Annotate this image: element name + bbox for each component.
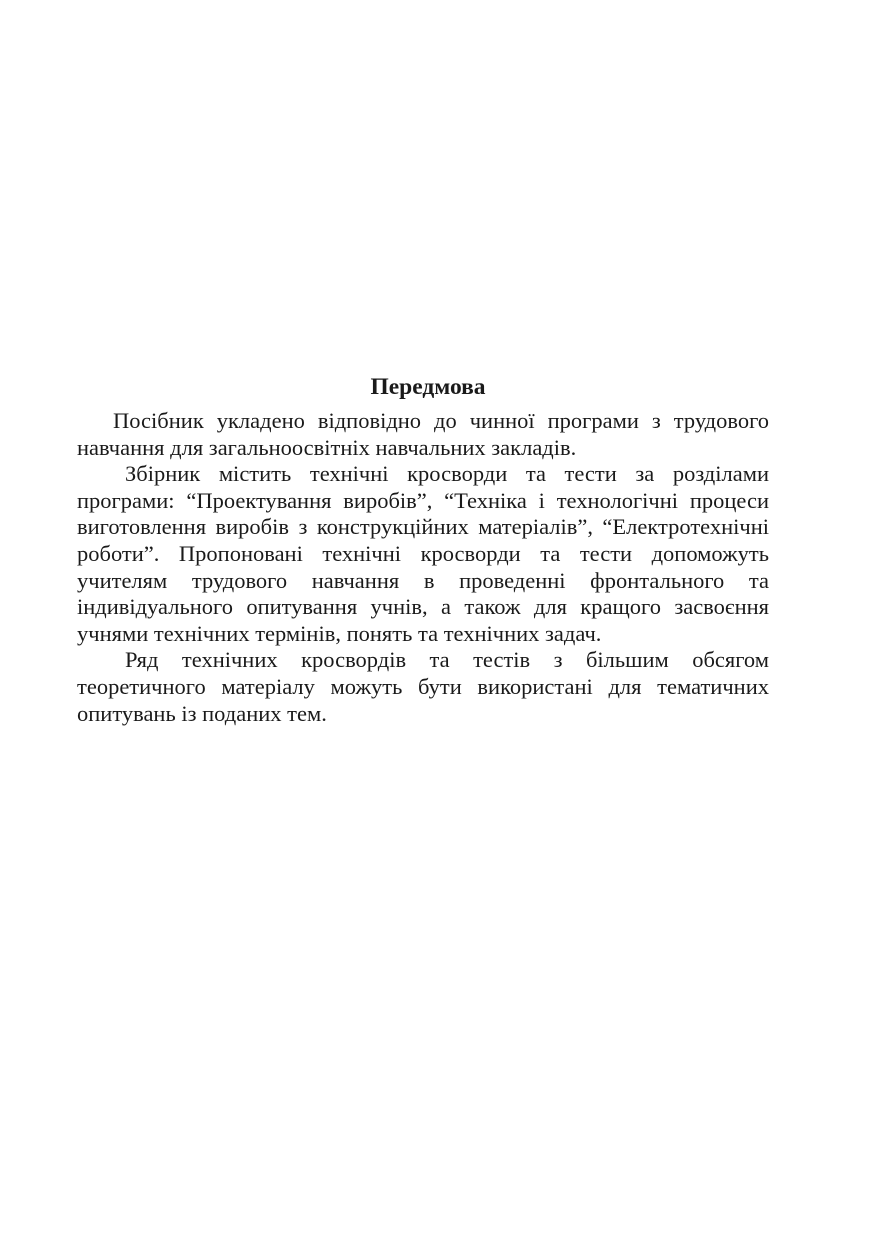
preface-section xyxy=(77,372,769,727)
paragraph-intro: Посібник укладено відповідно до чинної програми з трудового навчання для загальноосвітніх навчальних закладів. xyxy=(77,408,769,460)
page-title: Передмова xyxy=(370,374,486,400)
paragraph-usage: Ряд технічних кросвордів та тестів з більшим обсягом теоретичного матеріалу можуть бути використані для тематичних опитувань із поданих тем. xyxy=(77,647,769,726)
paragraph-contents: Збірник містить технічні кросворди та тести за розділами програми: “Проектування виробів”, “Техніка і технологічні процеси виготовлення виробів з конструкційних матеріалів”, “Електротехнічні роботи”. Пропоновані технічні кросворди та тести допоможуть учителям трудового навчання в проведенні фронтального та індивідуального опитування учнів, а також для кращого засвоєння учнями технічних термінів, понять та технічних задач. xyxy=(77,461,769,646)
